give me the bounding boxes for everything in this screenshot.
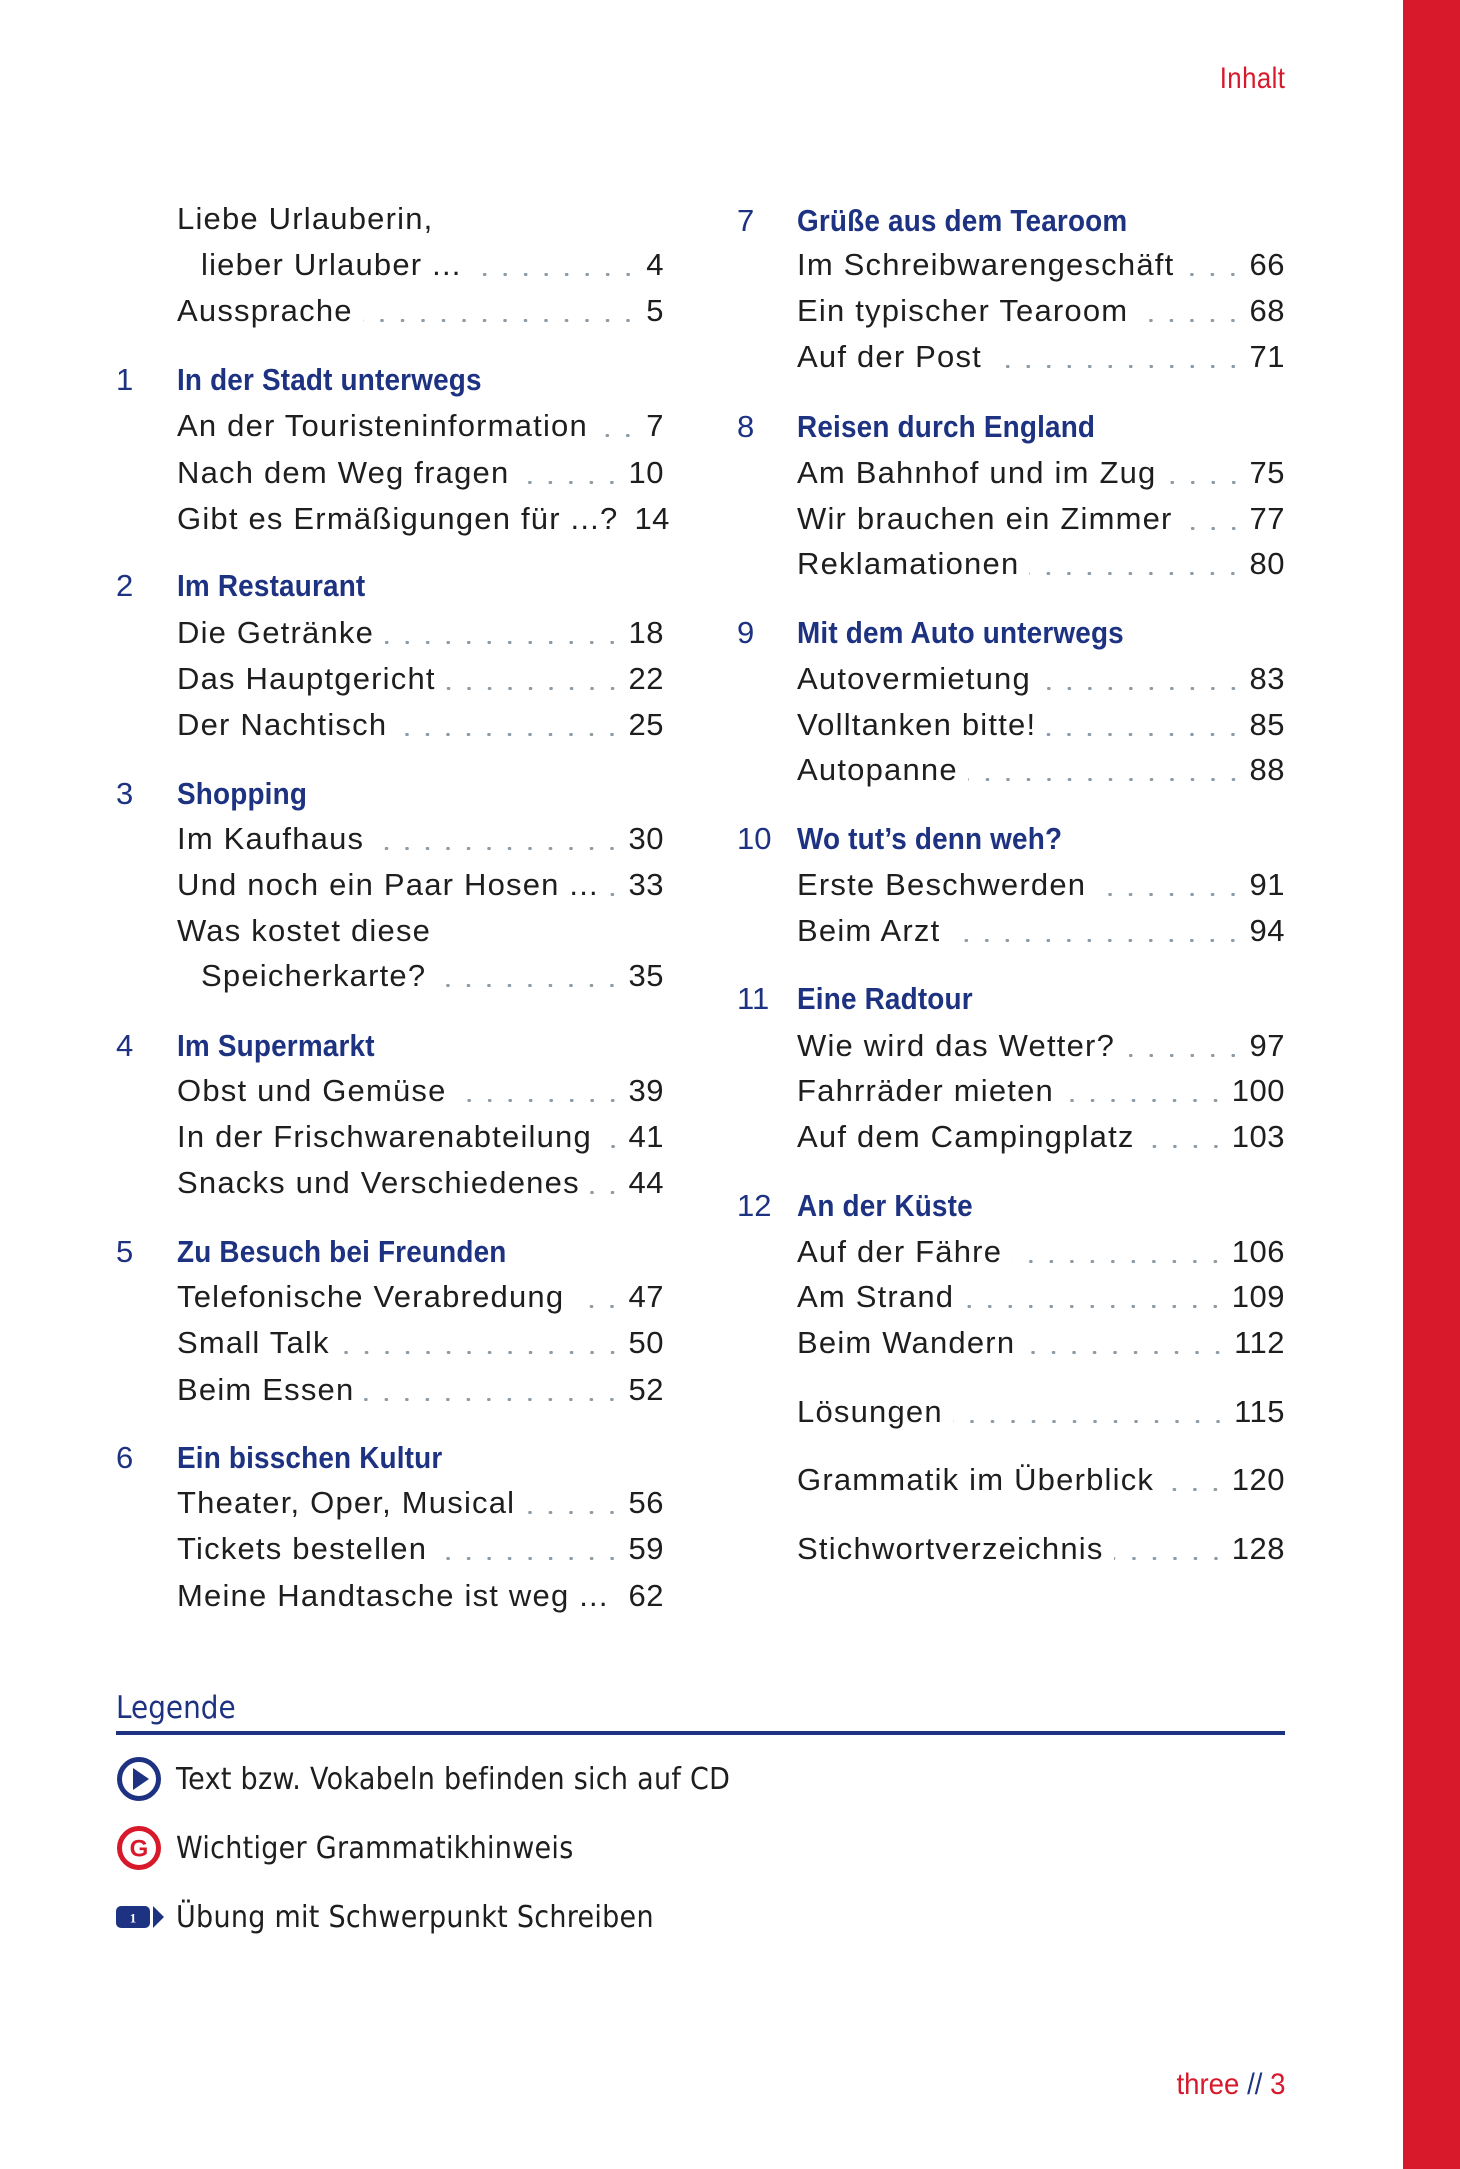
toc-entry-label: In der Frischwarenabteilung: [177, 1119, 592, 1154]
toc-entry-label: Die Getränke: [177, 615, 375, 650]
chapter-number: 10: [737, 821, 772, 856]
leader-dots: [1046, 733, 1243, 736]
leader-dots: [519, 481, 622, 484]
leader-dots: [1184, 273, 1243, 276]
toc-page-number: 56: [628, 1485, 664, 1520]
toc-page-number: 75: [1249, 455, 1285, 490]
chapter-title: Zu Besuch bei Freunden: [177, 1234, 507, 1269]
leader-dots: [968, 778, 1244, 781]
toc-entry[interactable]: [177, 453, 664, 493]
toc-page-number: 85: [1249, 707, 1285, 742]
toc-entry[interactable]: [177, 1277, 664, 1317]
leader-dots: [964, 1305, 1226, 1308]
toc-entry-grammar[interactable]: [797, 1460, 1285, 1500]
toc-entry-label: Und noch ein Paar Hosen ...: [177, 867, 599, 902]
legend-item-writing: [116, 1895, 707, 1939]
toc-entry-label: Autopanne: [797, 752, 958, 787]
toc-entry-solutions[interactable]: [797, 1392, 1285, 1432]
toc-entry-label: Liebe Urlauberin,: [177, 201, 434, 236]
toc-entry[interactable]: [177, 291, 664, 331]
toc-entry-label: Reklamationen: [797, 546, 1020, 581]
leader-dots: [1064, 1099, 1226, 1102]
chapter-number: 5: [116, 1234, 134, 1269]
leader-dots: [340, 1351, 623, 1354]
toc-page-number: 30: [628, 821, 664, 856]
leader-dots: [364, 1398, 622, 1401]
leader-dots: [384, 641, 622, 644]
page-folio: [1176, 2068, 1285, 2102]
leader-dots: [436, 984, 622, 987]
toc-entry[interactable]: [797, 544, 1285, 584]
toc-page-number: 59: [628, 1531, 664, 1566]
toc-page-number: 35: [628, 958, 664, 993]
toc-entry-label: Nach dem Weg fragen: [177, 455, 510, 490]
leader-dots: [437, 1557, 622, 1560]
toc-entry[interactable]: [177, 865, 664, 905]
toc-entry-label: Wie wird das Wetter?: [797, 1028, 1116, 1063]
toc-entry[interactable]: [797, 1117, 1285, 1157]
toc-entry-label: An der Touristeninformation: [177, 408, 588, 443]
toc-page-number: 68: [1249, 293, 1285, 328]
toc-page-number: 7: [646, 408, 664, 443]
svg-text:1: 1: [129, 1910, 137, 1926]
toc-entry[interactable]: [177, 1576, 664, 1616]
leader-dots: [446, 687, 623, 690]
toc-page-number: 33: [628, 867, 664, 902]
toc-entry-label: Was kostet diese: [177, 913, 432, 948]
toc-entry[interactable]: [177, 1483, 664, 1523]
toc-entry[interactable]: [177, 1117, 664, 1157]
chapter-number: 1: [116, 362, 134, 397]
toc-entry-label: Obst und Gemüse: [177, 1073, 447, 1108]
toc-entry[interactable]: [797, 1277, 1285, 1317]
toc-page-number: 44: [628, 1165, 664, 1200]
toc-page-number: 5: [646, 293, 664, 328]
toc-page-number: 77: [1249, 501, 1285, 536]
toc-entry[interactable]: [177, 1529, 664, 1569]
chapter-number: 9: [737, 615, 755, 650]
exercise-badge-icon: [116, 1895, 164, 1939]
toc-entry[interactable]: [797, 499, 1285, 539]
running-head: Inhalt: [1219, 62, 1285, 95]
toc-entry[interactable]: [177, 911, 664, 951]
leader-dots: [1138, 319, 1243, 322]
toc-entry-label: Im Schreibwarengeschäft: [797, 247, 1175, 282]
leader-dots: [1145, 1145, 1226, 1148]
chapter-number: 6: [116, 1440, 134, 1475]
leader-dots: [609, 893, 623, 896]
toc-entry-label: Gibt es Ermäßigungen für ...?: [177, 501, 619, 536]
chapter-number: 2: [116, 568, 134, 603]
legend-item-grammar: [116, 1826, 618, 1870]
toc-page-number: 10: [628, 455, 664, 490]
toc-page-number: 22: [628, 661, 664, 696]
toc-entry[interactable]: [797, 1026, 1285, 1066]
leader-dots: [1025, 1351, 1228, 1354]
toc-page-number: 80: [1249, 546, 1285, 581]
toc-entry-label: Tickets bestellen: [177, 1531, 428, 1566]
leader-dots: [598, 434, 638, 437]
toc-page-number: 97: [1249, 1028, 1285, 1063]
toc-entry-label: Meine Handtasche ist weg ...: [177, 1578, 609, 1613]
toc-entry[interactable]: [797, 1232, 1285, 1272]
leader-dots: [1183, 527, 1244, 530]
chapter-title: Im Restaurant: [177, 568, 366, 603]
chapter-title: Wo tut’s denn weh?: [797, 821, 1063, 856]
legend-title: Legende: [116, 1690, 236, 1726]
toc-entry-label: Der Nachtisch: [177, 707, 388, 742]
folio-number: 3: [1269, 2068, 1285, 2101]
toc-entry-label: Snacks und Verschiedenes: [177, 1165, 580, 1200]
toc-entry[interactable]: [797, 750, 1285, 790]
toc-entry-label: Grammatik im Überblick: [797, 1462, 1155, 1497]
leader-dots: [590, 1191, 623, 1194]
toc-entry[interactable]: [797, 659, 1285, 699]
toc-page-number: 52: [628, 1372, 664, 1407]
leader-dots: [574, 1305, 622, 1308]
toc-page-number: 109: [1231, 1279, 1285, 1314]
toc-entry-label: Aussprache: [177, 293, 353, 328]
toc-entry[interactable]: [797, 291, 1285, 331]
chapter-number: 7: [737, 203, 755, 238]
toc-entry[interactable]: [177, 705, 664, 745]
leader-dots: [363, 319, 638, 322]
toc-page-number: 88: [1249, 752, 1285, 787]
toc-entry-label: Wir brauchen ein Zimmer: [797, 501, 1173, 536]
toc-page-number: 25: [628, 707, 664, 742]
toc-entry[interactable]: [797, 865, 1285, 905]
toc-page-number: 18: [628, 615, 664, 650]
leader-dots: [992, 365, 1244, 368]
toc-entry[interactable]: [797, 1071, 1285, 1111]
toc-page-number: 128: [1231, 1531, 1285, 1566]
toc-page-number: 4: [646, 247, 664, 282]
toc-entry[interactable]: [177, 499, 670, 539]
toc-page-number: 39: [628, 1073, 664, 1108]
chapter-number: 12: [737, 1188, 772, 1223]
leader-dots: [1012, 1260, 1226, 1263]
toc-page-number: 115: [1234, 1394, 1285, 1429]
leader-dots: [619, 1604, 623, 1607]
toc-page-number: 103: [1231, 1119, 1285, 1154]
leader-dots: [1167, 481, 1244, 484]
leader-dots: [525, 1511, 622, 1514]
toc-entry[interactable]: [177, 1071, 664, 1111]
toc-entry[interactable]: [797, 911, 1285, 951]
chapter-title: Reisen durch England: [797, 409, 1096, 444]
toc-entry-label: Speicherkarte?: [201, 958, 427, 993]
toc-entry-label: Auf der Post: [797, 339, 982, 374]
legend-item-text: Text bzw. Vokabeln befinden sich auf CD: [176, 1761, 731, 1797]
toc-entry[interactable]: [797, 1323, 1285, 1363]
toc-page-number: 100: [1231, 1073, 1285, 1108]
toc-entry-label: Fahrräder mieten: [797, 1073, 1054, 1108]
toc-page-number: 91: [1249, 867, 1285, 902]
toc-page-number: 47: [628, 1279, 664, 1314]
toc-entry[interactable]: [177, 245, 664, 285]
toc-page-number: 41: [628, 1119, 664, 1154]
toc-page-number: 66: [1249, 247, 1285, 282]
chapter-title: Eine Radtour: [797, 981, 973, 1016]
chapter-number: 11: [737, 981, 770, 1016]
leader-dots: [950, 939, 1243, 942]
toc-page-number: 14: [634, 501, 670, 536]
leader-dots: [602, 1145, 623, 1148]
svg-text:G: G: [129, 1835, 149, 1863]
toc-entry[interactable]: [177, 406, 664, 446]
toc-entry-label: Beim Arzt: [797, 913, 941, 948]
legend-divider: [116, 1731, 1285, 1735]
toc-page-number: 62: [628, 1578, 664, 1613]
toc-entry[interactable]: [177, 659, 664, 699]
toc-page-number: 71: [1249, 339, 1285, 374]
toc-entry[interactable]: [177, 613, 664, 653]
leader-dots: [472, 273, 638, 276]
leader-dots: [457, 1099, 623, 1102]
chapter-title: An der Küste: [797, 1188, 973, 1223]
leader-dots: [397, 733, 622, 736]
red-edge-bar: [1403, 0, 1460, 2169]
toc-entry-label: Volltanken bitte!: [797, 707, 1037, 742]
leader-dots: [1125, 1054, 1244, 1057]
toc-entry[interactable]: [797, 245, 1285, 285]
leader-dots: [1096, 893, 1243, 896]
folio-word: three: [1176, 2068, 1239, 2101]
chapter-title: Shopping: [177, 776, 308, 811]
leader-dots: [1029, 572, 1243, 575]
leader-dots: [1041, 687, 1244, 690]
play-circle-icon: [116, 1757, 164, 1801]
toc-entry-label: Auf dem Campingplatz: [797, 1119, 1135, 1154]
toc-entry-label: Im Kaufhaus: [177, 821, 365, 856]
chapter-title: Ein bisschen Kultur: [177, 1440, 443, 1475]
toc-page-number: 50: [628, 1325, 664, 1360]
chapter-title: Mit dem Auto unterwegs: [797, 615, 1124, 650]
toc-entry-label: Am Bahnhof und im Zug: [797, 455, 1157, 490]
toc-entry-label: Beim Wandern: [797, 1325, 1016, 1360]
toc-entry-label: Beim Essen: [177, 1372, 355, 1407]
toc-entry-index[interactable]: [797, 1529, 1285, 1569]
chapter-title: Im Supermarkt: [177, 1028, 375, 1063]
legend-item-text: Wichtiger Grammatikhinweis: [176, 1830, 574, 1866]
leader-dots: [953, 1420, 1228, 1423]
chapter-number: 4: [116, 1028, 134, 1063]
toc-entry[interactable]: [177, 1163, 664, 1203]
toc-entry[interactable]: [797, 337, 1285, 377]
toc-entry-label: Small Talk: [177, 1325, 330, 1360]
toc-entry[interactable]: [177, 956, 664, 996]
toc-entry-label: Lösungen: [797, 1394, 943, 1429]
folio-separator: //: [1246, 2068, 1262, 2101]
toc-entry-label: lieber Urlauber ...: [201, 247, 462, 282]
toc-entry-label: Telefonische Verabredung: [177, 1279, 565, 1314]
leader-dots: [1114, 1557, 1226, 1560]
toc-entry-label: Theater, Oper, Musical: [177, 1485, 516, 1520]
toc-page-number: 120: [1231, 1462, 1285, 1497]
toc-entry-label: Am Strand: [797, 1279, 955, 1314]
toc-page-number: 94: [1249, 913, 1285, 948]
toc-entry[interactable]: [177, 199, 664, 239]
grammar-g-icon: [116, 1826, 164, 1870]
toc-page-number: 112: [1234, 1325, 1285, 1360]
toc-page-number: 106: [1231, 1234, 1285, 1269]
toc-entry-label: Erste Beschwerden: [797, 867, 1087, 902]
toc-entry-label: Ein typischer Tearoom: [797, 293, 1129, 328]
toc-entry[interactable]: [177, 1370, 664, 1410]
leader-dots: [374, 847, 622, 850]
chapter-number: 3: [116, 776, 134, 811]
toc-page-number: 83: [1249, 661, 1285, 696]
chapter-title: In der Stadt unterwegs: [177, 362, 482, 397]
legend-item-text: Übung mit Schwerpunkt Schreiben: [176, 1899, 654, 1935]
toc-entry[interactable]: [797, 453, 1285, 493]
chapter-title: Grüße aus dem Tearoom: [797, 203, 1128, 238]
toc-entry-label: Das Hauptgericht: [177, 661, 436, 696]
toc-entry[interactable]: [797, 705, 1285, 745]
toc-entry-label: Stichwortverzeichnis: [797, 1531, 1104, 1566]
toc-entry[interactable]: [177, 819, 664, 859]
toc-entry-label: Autovermietung: [797, 661, 1031, 696]
toc-entry-label: Auf der Fähre: [797, 1234, 1003, 1269]
chapter-number: 8: [737, 409, 755, 444]
toc-entry[interactable]: [177, 1323, 664, 1363]
legend-item-cd: [116, 1757, 792, 1801]
leader-dots: [1164, 1488, 1226, 1491]
